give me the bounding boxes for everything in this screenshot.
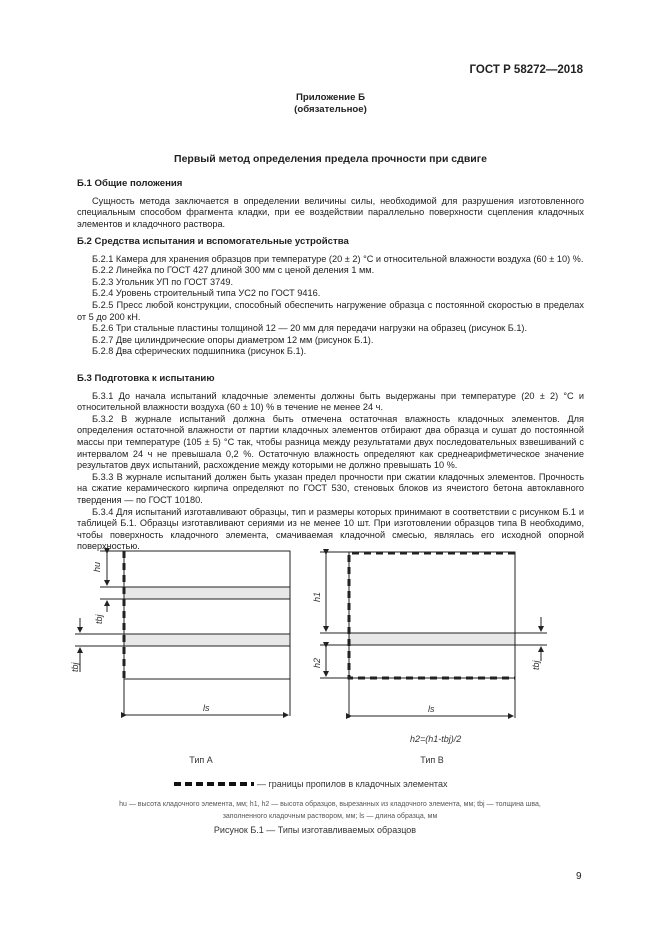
- type-b-label: Тип В: [420, 755, 444, 765]
- label-h2: h2: [312, 657, 322, 668]
- appendix-subtitle: (обязательное): [294, 104, 367, 115]
- paragraph: Б.3.2 В журнале испытаний должна быть отмечена остаточная влажность кладочных элементов. Для определения остаточной влажности от партии кладочных элементов отбирают два образца и сушат до постоянной массы при температуре (105 ± 5) °С так, чтобы разница между результатами двух последовательных взвешиваний с интервалом 24 ч не превышала 0,2 %. Остаточную влажность определяют как среднеарифметическое значение результатов двух испытаний, расхождение между которыми не должно превышать 10 %.: [77, 413, 584, 471]
- legend-text: — границы пропилов в кладочных элементах: [257, 779, 448, 789]
- paragraph: Б.2.5 Пресс любой конструкции, способный обеспечить нагружение образца с постоянной скоростью в пределах от 5 до 200 кН.: [77, 299, 584, 322]
- paragraph: Б.2.8 Два сферических подшипника (рисунок Б.1).: [92, 346, 307, 357]
- formula: h2=(h1-tbj)/2: [410, 734, 462, 744]
- main-title: Первый метод определения предела прочности при сдвиге: [174, 153, 487, 165]
- label-h1: h1: [312, 591, 322, 602]
- type-b-diagram: [320, 552, 547, 718]
- label-tbj-b: tbj: [531, 660, 541, 670]
- paragraph: Б.2.4 Уровень строительный типа УС2 по ГОСТ 9416.: [92, 288, 321, 299]
- document-id: ГОСТ Р 58272—2018: [469, 64, 583, 76]
- section-heading: Б.1 Общие положения: [77, 178, 183, 189]
- figure-notes-line1: hu — высота кладочного элемента, мм; h1, h2 — высота образцов, вырезанных из кладочного элемента, мм; tbj — толщина шва,: [119, 801, 541, 808]
- paragraph: Б.3.1 До начала испытаний кладочные элементы должны быть выдержаны при температуре (20 ± 2) °С и относительной влажности воздуха (60 ± 10) % в течение не менее 24 ч.: [77, 390, 584, 413]
- section-heading: Б.3 Подготовка к испытанию: [77, 373, 215, 384]
- page-number: 9: [576, 871, 582, 882]
- label-tbj-a: tbj: [94, 614, 104, 624]
- label-ls-a: ls: [203, 703, 210, 713]
- label-hu: hu: [92, 561, 102, 572]
- paragraph: Б.2.1 Камера для хранения образцов при температуре (20 ± 2) °С и относительной влажности воздуха (60 ± 10) %.: [92, 253, 584, 264]
- label-tbj-a2: tbj: [70, 662, 80, 672]
- paragraph: Б.2.7 Две цилиндрические опоры диаметром 12 мм (рисунок Б.1).: [92, 334, 374, 345]
- paragraph: Б.2.2 Линейка по ГОСТ 427 длиной 300 мм с ценой деления 1 мм.: [92, 265, 375, 276]
- paragraph: Сущность метода заключается в определении величины силы, необходимой для разрушения изготовленного специальным способом фрагмента кладки, при ее воздействии параллельно поверхности сцепления кладочных элементов и кладочного раствора.: [77, 195, 584, 229]
- paragraph: Б.2.6 Три стальные пластины толщиной 12 — 20 мм для передачи нагрузки на образец (рисунок Б.1).: [92, 323, 528, 334]
- label-ls-b: ls: [428, 704, 435, 714]
- paragraph: Б.3.4 Для испытаний изготавливают образцы, тип и размеры которых принимают в соответствии с рисунком Б.1 и таблицей Б.1. Образцы изготавливают сериями из не менее 10 шт. При изготовлении образцов типа В необходимо, чтобы поверхность кладочного элемента, смачиваемая кладочной смесью, являлась его исходной опорной поверхностью.: [77, 506, 584, 552]
- figure-notes-line2: заполненного кладочным раствором, мм; ls — длина образца, мм: [222, 813, 438, 820]
- figure-caption: Рисунок Б.1 — Типы изготавливаемых образцов: [213, 825, 417, 835]
- type-a-diagram: [75, 551, 290, 716]
- appendix-title: Приложение Б: [296, 92, 365, 103]
- section-heading: Б.2 Средства испытания и вспомогательные устройства: [77, 236, 349, 247]
- paragraph: Б.2.3 Угольник УП по ГОСТ 3749.: [92, 276, 234, 287]
- paragraph: Б.3.3 В журнале испытаний должен быть указан предел прочности при сжатии кладочных элементов. Прочность на сжатие керамического кирпича определяют по ГОСТ 530, стеновых блоков из ячеистого бетона автоклавного твердения — по ГОСТ 10180.: [77, 471, 584, 505]
- type-a-label: Тип А: [189, 755, 213, 765]
